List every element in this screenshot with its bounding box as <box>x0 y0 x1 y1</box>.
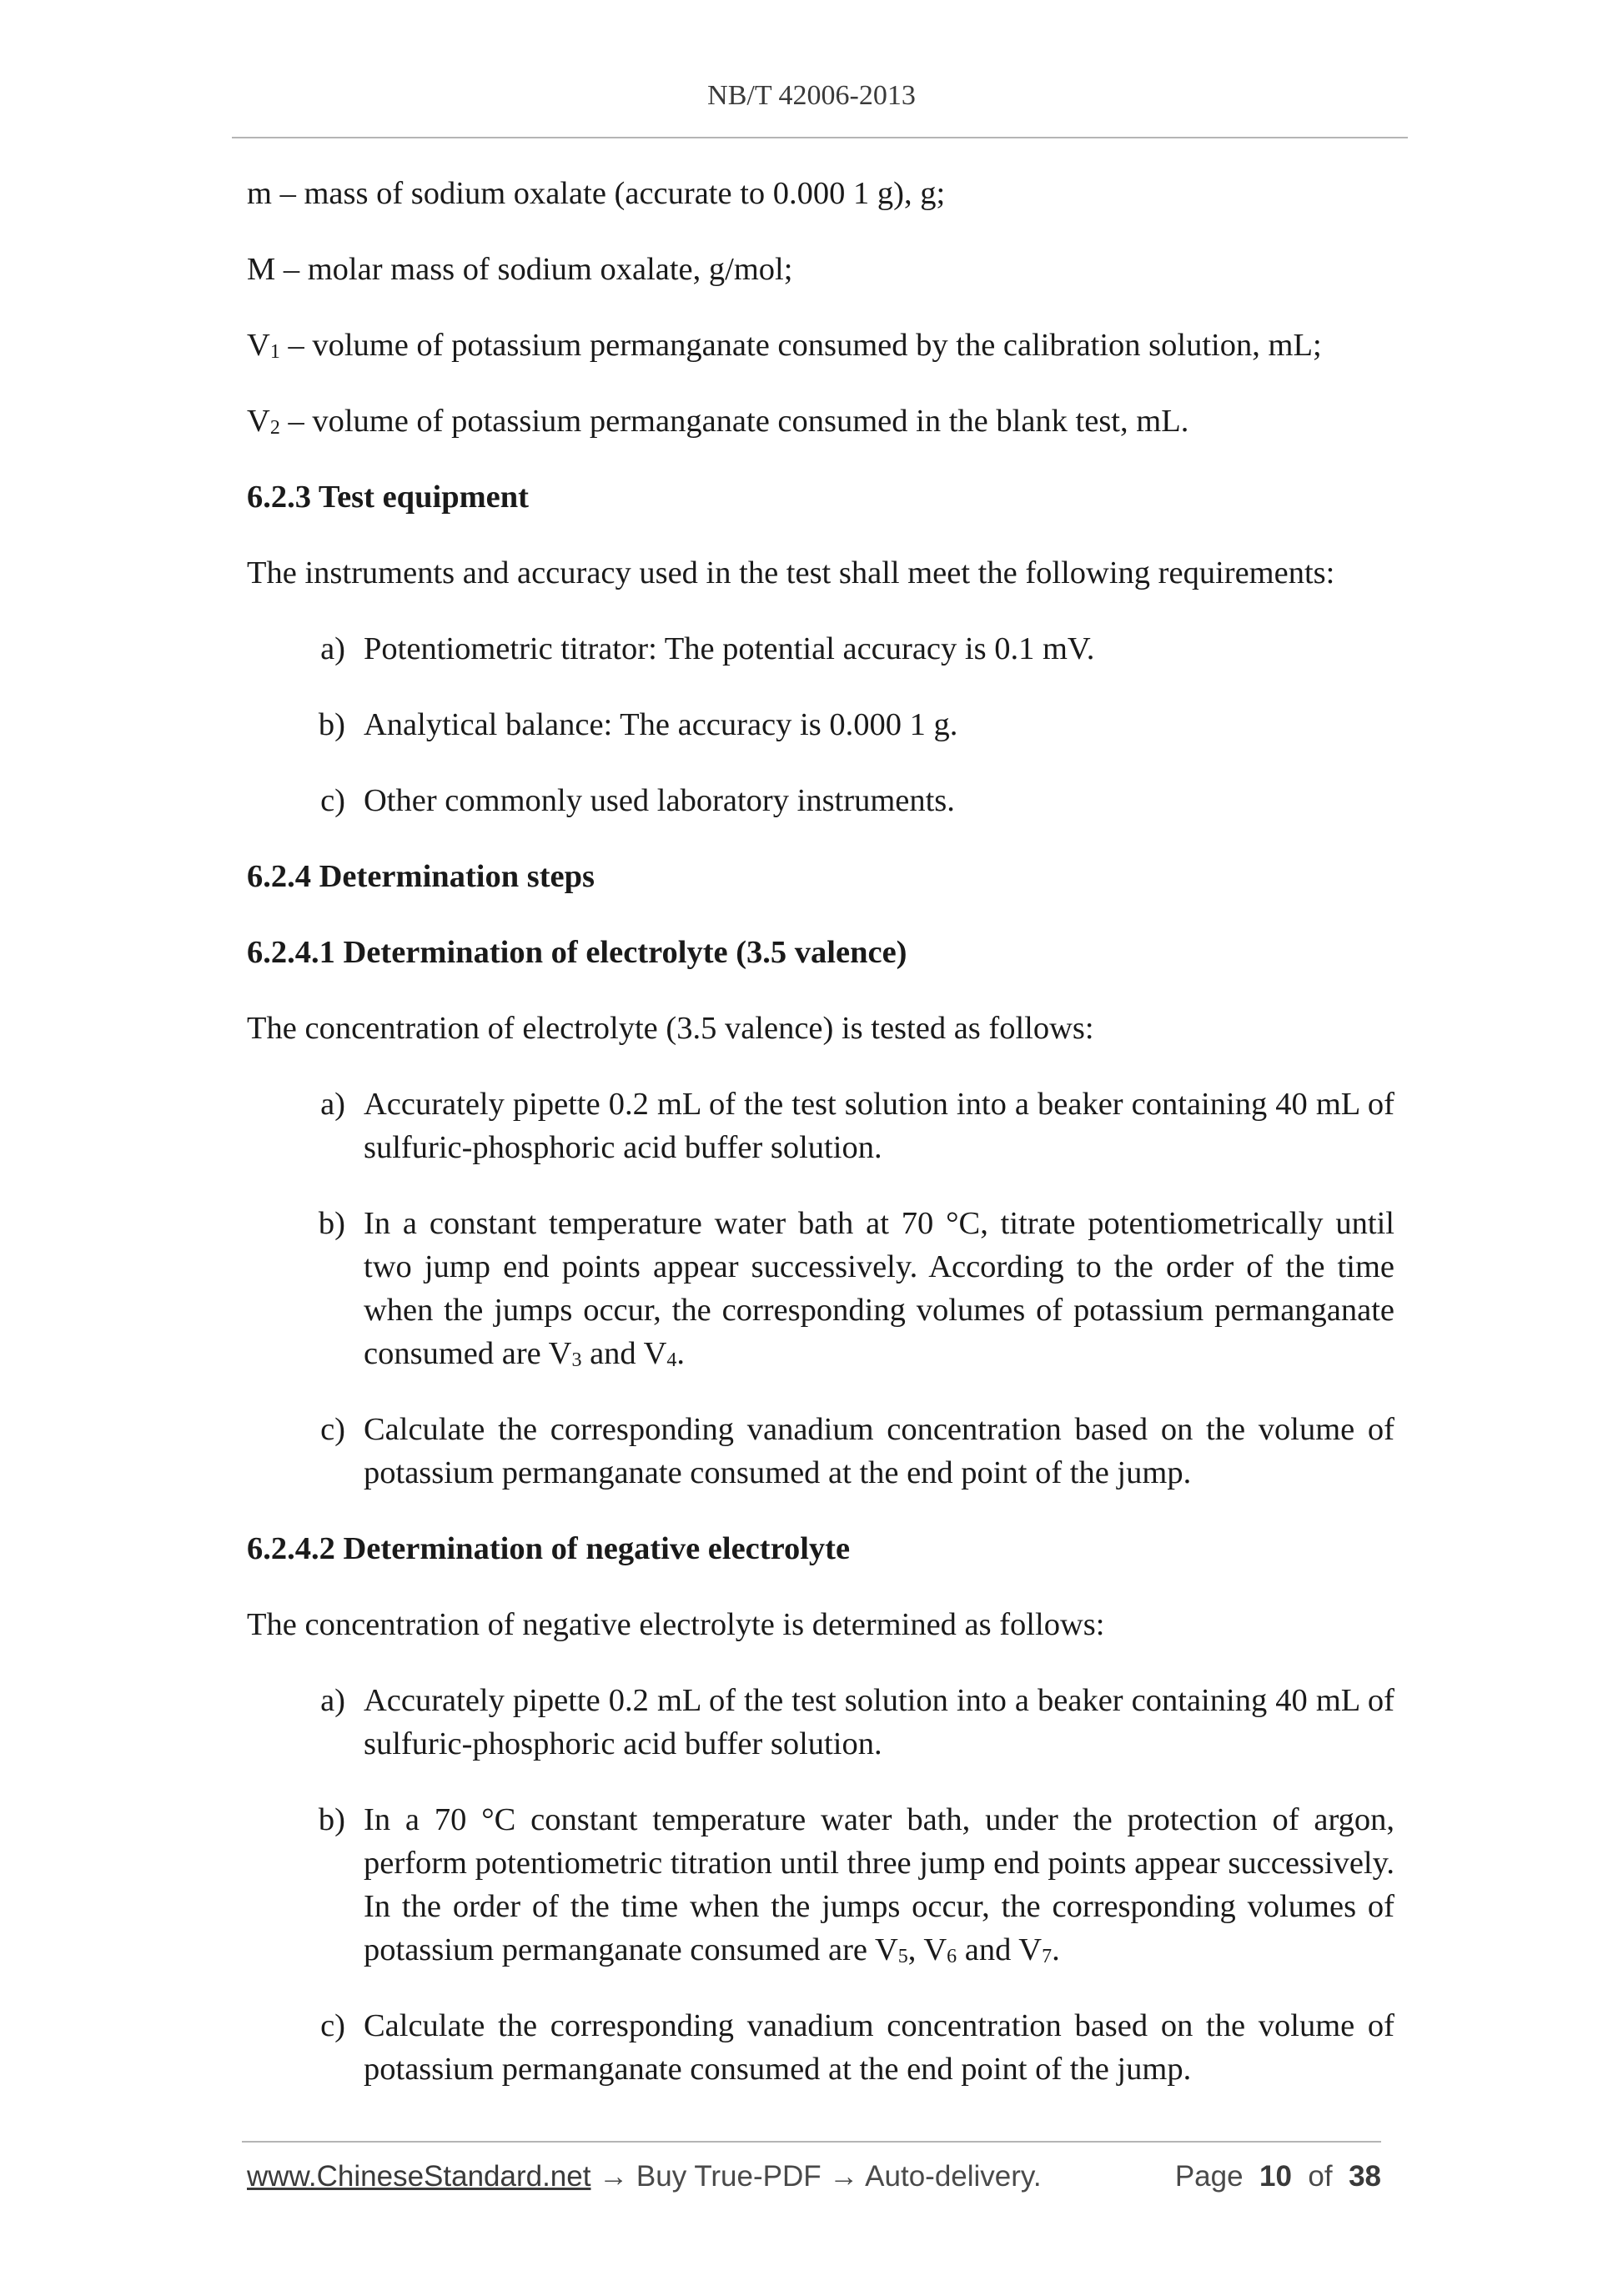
definition-text: – volume of potassium permanganate consumed in the blank test, mL. <box>279 404 1189 439</box>
subscript: 4 <box>666 1349 677 1371</box>
list-text: Accurately pipette 0.2 mL of the test solution into a beaker containing 40 mL of sulfuric-phosphoric acid buffer solution. <box>364 1087 1394 1165</box>
definition-v1 <box>247 324 1394 367</box>
list-text <box>364 1202 1394 1375</box>
text-run: and V <box>581 1336 667 1371</box>
text-run: and V <box>957 1932 1043 1967</box>
section-heading-6-2-4-2: 6.2.4.2 Determination of negative electrolyte <box>247 1531 851 1566</box>
list-label: a) <box>320 1087 345 1122</box>
list-label: c) <box>320 783 345 818</box>
list-text: Calculate the corresponding vanadium concentration based on the volume of potassium permanganate consumed at the end point of the jump. <box>364 2008 1394 2087</box>
footer-divider <box>242 2141 1381 2143</box>
list-item <box>247 2004 1394 2091</box>
text-run: , V <box>907 1932 947 1967</box>
list-label: a) <box>320 1683 345 1718</box>
page-body <box>247 172 1394 2123</box>
list-item <box>247 1798 1394 1972</box>
section-heading-6-2-4: 6.2.4 Determination steps <box>247 859 595 894</box>
list-label: b) <box>318 1802 345 1837</box>
list-label: c) <box>320 1412 345 1447</box>
definition-text: – volume of potassium permanganate consumed by the calibration solution, mL; <box>279 328 1322 363</box>
list-item <box>247 1083 1394 1169</box>
symbol-v: V <box>247 328 270 363</box>
text-run: In a constant temperature water bath at 70 °C, titrate potentiometrically until two jump end points appear successively. According to the order of the time when the jumps occur, the corresponding volumes of potassium permanganate consumed are V <box>364 1206 1394 1371</box>
subscript: 2 <box>269 417 280 439</box>
list-item <box>247 1408 1394 1495</box>
current-page: 10 <box>1259 2160 1292 2193</box>
subscript: 3 <box>571 1349 582 1371</box>
page-number <box>1175 2160 1381 2193</box>
footer-promo <box>247 2160 1042 2193</box>
list-label: b) <box>318 707 345 742</box>
symbol-v: V <box>247 404 270 439</box>
list-text: Potentiometric titrator: The potential accuracy is 0.1 mV. <box>364 631 1095 666</box>
of-word: of <box>1308 2160 1333 2193</box>
page-word: Page <box>1174 2160 1244 2193</box>
header-divider <box>232 137 1408 138</box>
definition-M: M – molar mass of sodium oxalate, g/mol; <box>247 252 793 287</box>
footer-promo-text: → Buy True-PDF → Auto-delivery. <box>590 2160 1042 2193</box>
subscript: 6 <box>947 1946 957 1967</box>
section-intro-6-2-3: The instruments and accuracy used in the test shall meet the following requirements: <box>247 555 1335 590</box>
list-text: Analytical balance: The accuracy is 0.000 1 g. <box>364 707 958 742</box>
list-item <box>247 627 1394 671</box>
list-text: Other commonly used laboratory instruments. <box>364 783 955 818</box>
total-pages: 38 <box>1349 2160 1381 2193</box>
subscript: 1 <box>269 341 280 363</box>
list-item <box>247 1679 1394 1766</box>
page-footer <box>247 2160 1381 2202</box>
document-header-id: NB/T 42006-2013 <box>707 80 916 111</box>
list-label: c) <box>320 2008 345 2043</box>
list-label: a) <box>320 631 345 666</box>
list-text: Calculate the corresponding vanadium concentration based on the volume of potassium permanganate consumed at the end point of the jump. <box>364 1412 1394 1490</box>
list-item <box>247 703 1394 746</box>
list-item <box>247 1202 1394 1375</box>
list-item <box>247 779 1394 822</box>
list-text: Accurately pipette 0.2 mL of the test solution into a beaker containing 40 mL of sulfuric-phosphoric acid buffer solution. <box>364 1683 1394 1761</box>
text-run: . <box>676 1336 686 1371</box>
website-link[interactable]: www.ChineseStandard.net <box>247 2160 591 2193</box>
section-heading-6-2-3: 6.2.3 Test equipment <box>247 480 530 515</box>
section-intro-6-2-4-1: The concentration of electrolyte (3.5 valence) is tested as follows: <box>247 1011 1094 1046</box>
list-label: b) <box>318 1206 345 1241</box>
definition-v2 <box>247 399 1394 443</box>
section-heading-6-2-4-1: 6.2.4.1 Determination of electrolyte (3.5 valence) <box>247 935 907 970</box>
list-text <box>364 1798 1394 1972</box>
subscript: 5 <box>897 1946 908 1967</box>
section-intro-6-2-4-2: The concentration of negative electrolyte is determined as follows: <box>247 1607 1105 1642</box>
text-run: In a 70 °C constant temperature water bath, under the protection of argon, perform potentiometric titration until three jump end points appear successively. In the order of the time when the jumps occur, the corresponding volumes of potassium permanganate consumed are V <box>364 1802 1394 1967</box>
text-run: . <box>1052 1932 1060 1967</box>
definition-m: m – mass of sodium oxalate (accurate to 0.000 1 g), g; <box>247 176 946 211</box>
subscript: 7 <box>1042 1946 1053 1967</box>
